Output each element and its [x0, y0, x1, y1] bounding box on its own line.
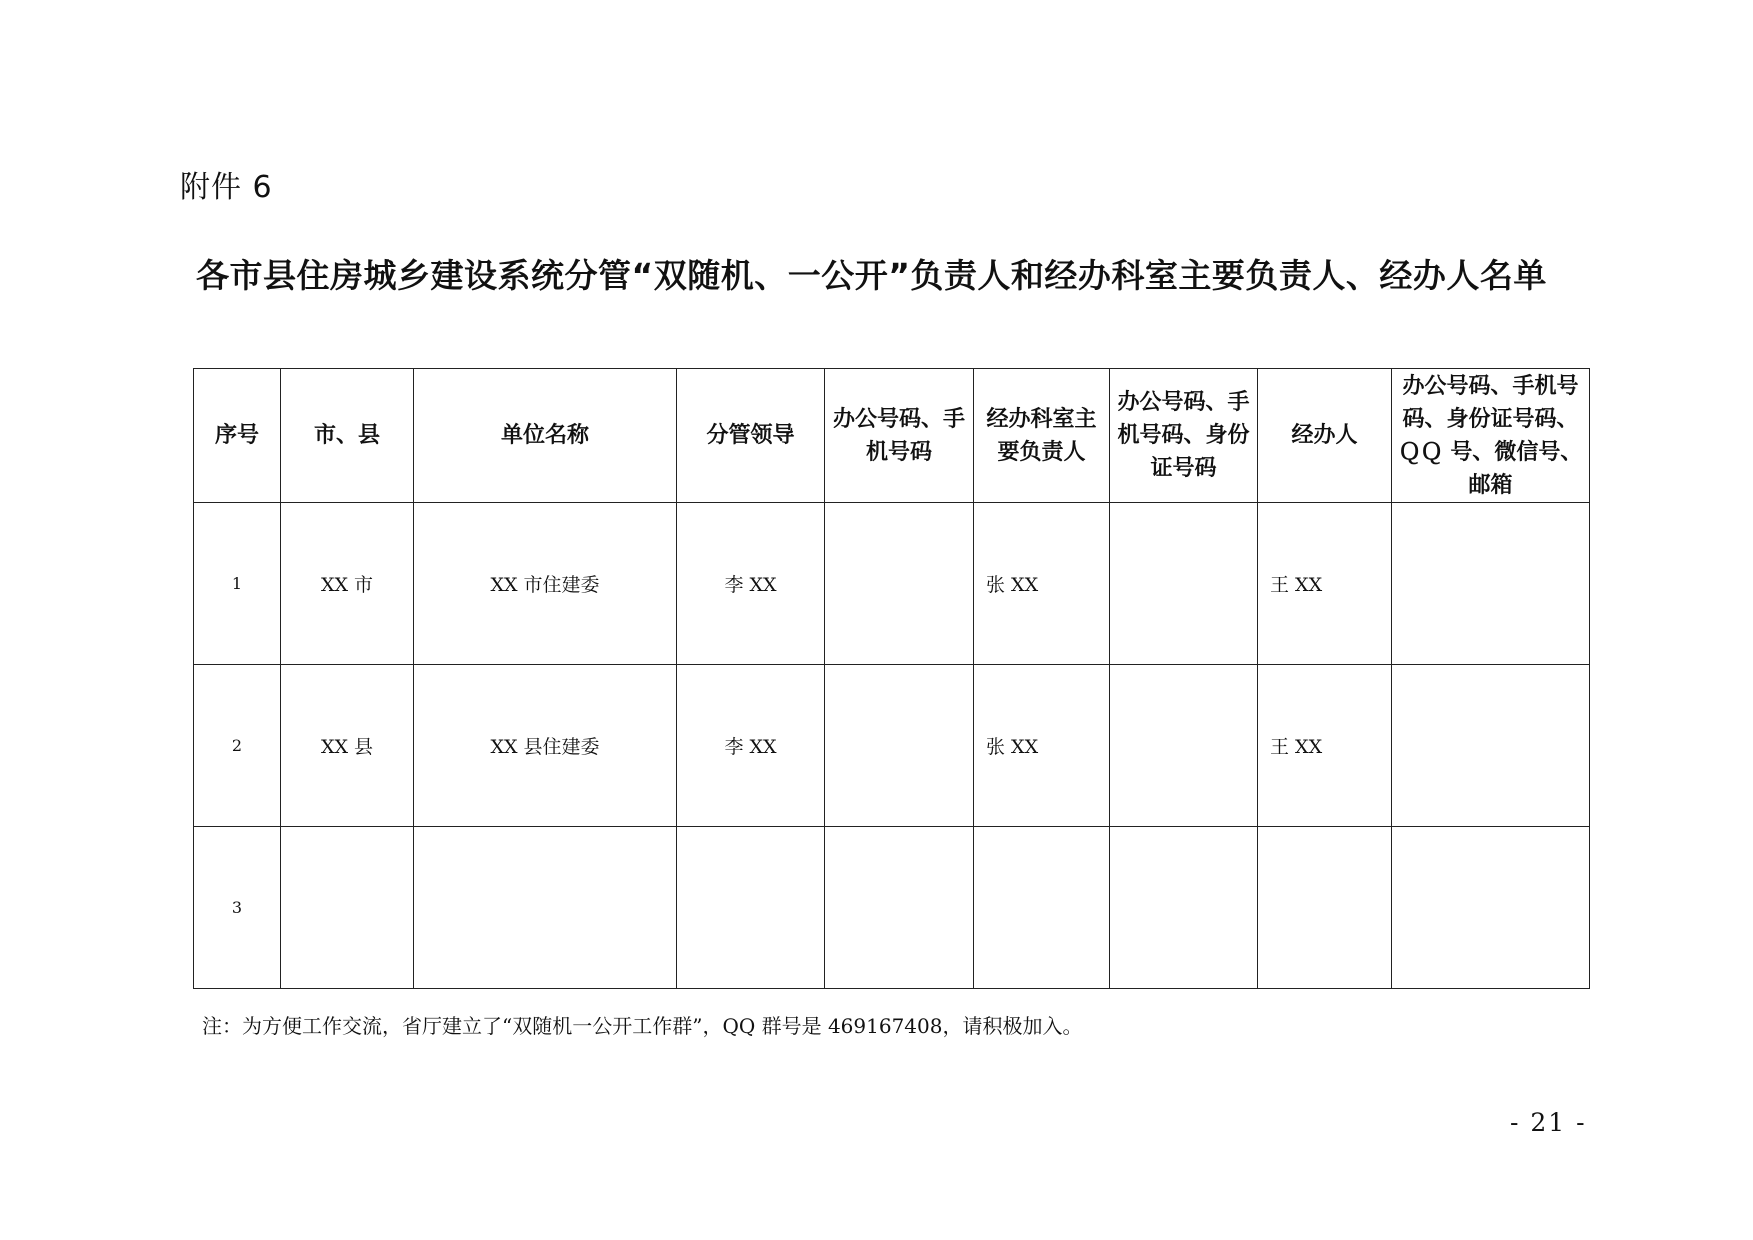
cell-leader — [677, 827, 825, 989]
cell-index: 2 — [194, 665, 281, 827]
page-number: - 21 - — [1510, 1108, 1587, 1137]
cell-handler — [1258, 827, 1392, 989]
cell-unit-name: XX 县住建委 — [414, 665, 677, 827]
cell-city-county: XX 县 — [281, 665, 414, 827]
cell-handler: 王 XX — [1258, 665, 1392, 827]
cell-index: 1 — [194, 503, 281, 665]
attachment-label: 附件 6 — [180, 170, 273, 205]
header-leader: 分管领导 — [677, 369, 825, 503]
cell-leader: 李 XX — [677, 503, 825, 665]
header-leader-phone: 办公号码、手机号码 — [825, 369, 974, 503]
cell-leader-phone — [825, 827, 974, 989]
header-handler: 经办人 — [1258, 369, 1392, 503]
document-title: 各市县住房城乡建设系统分管“双随机、一公开”负责人和经办科室主要负责人、经办人名单 — [196, 256, 1547, 295]
header-handler-contact: 办公号码、手机号码、身份证号码、ＱＱ 号、微信号、邮箱 — [1392, 369, 1590, 503]
cell-city-county: XX 市 — [281, 503, 414, 665]
cell-handler-contact — [1392, 503, 1590, 665]
header-section-head-contact: 办公号码、手机号码、身份证号码 — [1110, 369, 1258, 503]
header-index: 序号 — [194, 369, 281, 503]
cell-handler: 王 XX — [1258, 503, 1392, 665]
footnote: 注：为方便工作交流，省厅建立了“双随机一公开工作群”，QQ 群号是 469167408，请积极加入。 — [202, 1014, 1083, 1038]
cell-leader: 李 XX — [677, 665, 825, 827]
header-section-head: 经办科室主要负责人 — [974, 369, 1110, 503]
cell-leader-phone — [825, 503, 974, 665]
cell-section-head: 张 XX — [974, 665, 1110, 827]
table-row — [194, 503, 1590, 665]
cell-handler-contact — [1392, 665, 1590, 827]
cell-section-head: 张 XX — [974, 503, 1110, 665]
cell-leader-phone — [825, 665, 974, 827]
cell-section-head-contact — [1110, 827, 1258, 989]
cell-section-head — [974, 827, 1110, 989]
cell-handler-contact — [1392, 827, 1590, 989]
cell-unit-name — [414, 827, 677, 989]
cell-section-head-contact — [1110, 503, 1258, 665]
contact-table — [193, 368, 1590, 989]
table-header-row — [194, 369, 1590, 503]
cell-section-head-contact — [1110, 665, 1258, 827]
cell-city-county — [281, 827, 414, 989]
header-city-county: 市、县 — [281, 369, 414, 503]
table-row — [194, 827, 1590, 989]
header-unit-name: 单位名称 — [414, 369, 677, 503]
cell-index: 3 — [194, 827, 281, 989]
table-row — [194, 665, 1590, 827]
cell-unit-name: XX 市住建委 — [414, 503, 677, 665]
